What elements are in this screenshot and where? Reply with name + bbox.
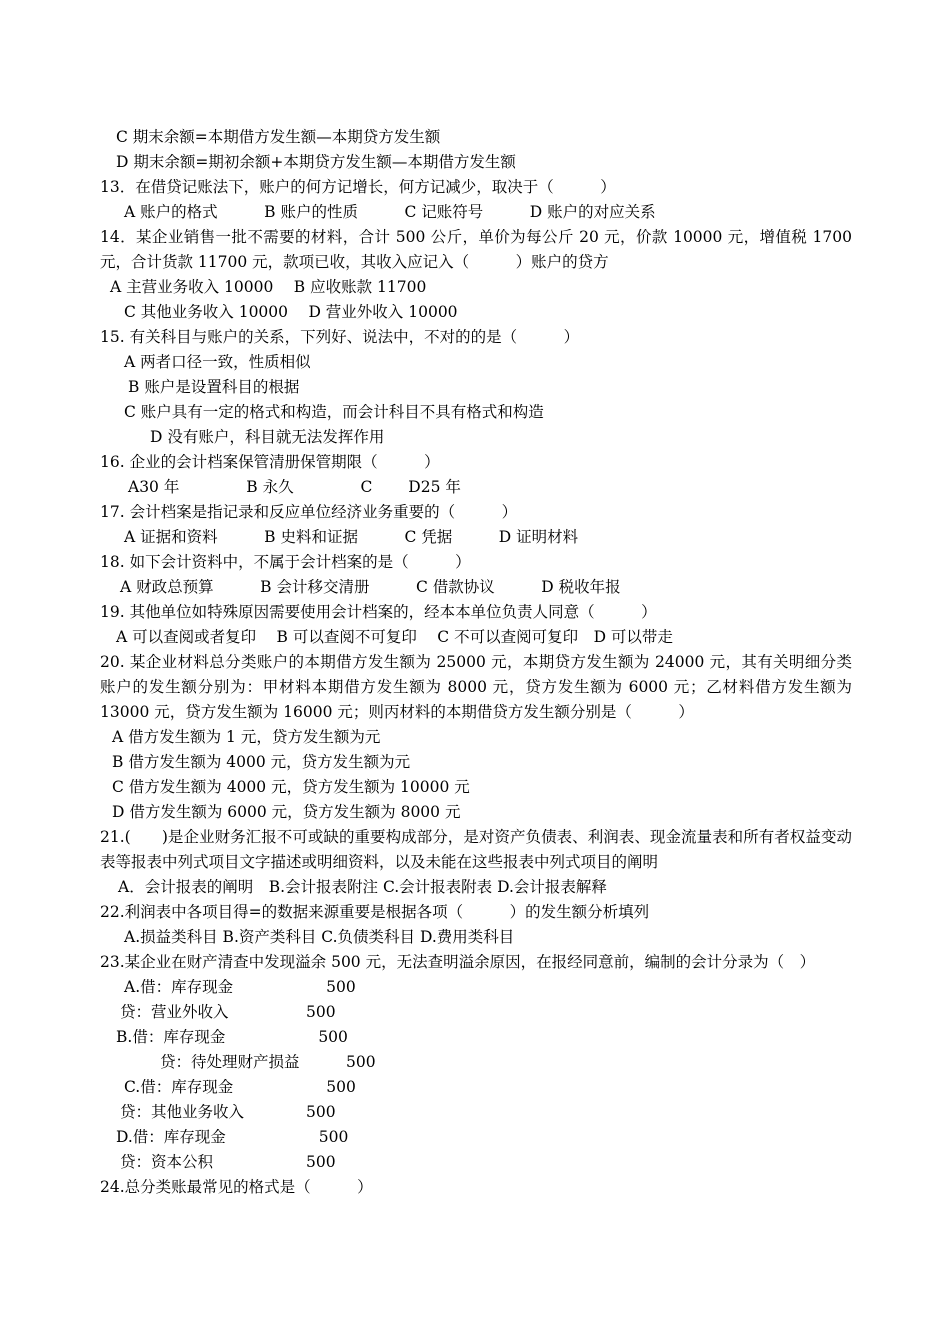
question-14-options-ab: A 主营业务收入 10000 B 应收账款 11700 [110, 278, 427, 296]
document-body [100, 125, 852, 1200]
question-19-options: A 可以查阅或者复印 B 可以查阅不可复印 C 不可以查阅可复印 D 可以带走 [116, 628, 673, 646]
question-21: 21.( )是企业财务汇报不可或缺的重要构成部分，是对资产负债表、利润表、现金流量表和所有者权益变动表等报表中列式项目文字描述或明细资料，以及未能在这些报表中列式项目的阐明 [100, 828, 852, 871]
question-21-options: A．会计报表的阐明 B.会计报表附注 C.会计报表附表 D.会计报表解释 [118, 878, 607, 896]
question-15: 15. 有关科目与账户的关系，下列好、说法中，不对的的是（ ） [100, 328, 580, 346]
question-14-options-cd: C 其他业务收入 10000 D 营业外收入 10000 [124, 303, 458, 321]
question-22-options: A.损益类科目 B.资产类科目 C.负债类科目 D.费用类科目 [124, 928, 515, 946]
question-16-options: A30 年 B 永久 C D25 年 [128, 478, 461, 496]
question-20: 20. 某企业材料总分类账户的本期借方发生额为 25000 元，本期贷方发生额为 24000 元，其有关明细分类账户的发生额分别为：甲材料本期借方发生额为 8000 元，贷方发生额为 6000 元；乙材料借方发生额为 13000 元，贷方发生额为 16000 元；则丙材料的本期借贷方发生额分别是（ ） [100, 653, 852, 721]
question-14: 14．某企业销售一批不需要的材料，合计 500 公斤，单价为每公斤 20 元，价款 10000 元，增值税 1700 元，合计货款 11700 元，款项已收，其收入应记入（ ）账户的贷方 [100, 228, 852, 271]
question-16: 16. 企业的会计档案保管清册保管期限（ ） [100, 453, 440, 471]
question-20-option-d: D 借方发生额为 6000 元，贷方发生额为 8000 元 [112, 803, 461, 821]
entry-d-debit: D.借：库存现金 500 [116, 1128, 349, 1146]
question-15-option-a: A 两者口径一致，性质相似 [124, 353, 311, 371]
entry-b-credit: 贷：待处理财产损益 500 [160, 1053, 376, 1071]
entry-d-credit: 贷：资本公积 500 [120, 1153, 336, 1171]
entry-c-credit: 贷：其他业务收入 500 [120, 1103, 336, 1121]
question-15-option-d: D 没有账户，科目就无法发挥作用 [150, 428, 385, 446]
question-20-option-a: A 借方发生额为 1 元，贷方发生额为元 [112, 728, 381, 746]
option-line-c: C 期末余额=本期借方发生额—本期贷方发生额 [116, 128, 441, 146]
question-23: 23.某企业在财产清查中发现溢余 500 元，无法查明溢余原因，在报经同意前，编制的会计分录为（ ） [100, 953, 816, 971]
option-line-d: D 期末余额=期初余额+本期贷方发生额—本期借方发生额 [116, 153, 516, 171]
question-19: 19. 其他单位如特殊原因需要使用会计档案的，经本本单位负责人同意（ ） [100, 603, 657, 621]
entry-a-debit: A.借：库存现金 500 [124, 978, 356, 996]
question-20-option-c: C 借方发生额为 4000 元，贷方发生额为 10000 元 [112, 778, 470, 796]
question-22: 22.利润表中各项目得=的数据来源重要是根据各项（ ）的发生额分析填列 [100, 903, 650, 921]
question-13-options: A 账户的格式 B 账户的性质 C 记账符号 D 账户的对应关系 [124, 203, 656, 221]
question-15-option-b: B 账户是设置科目的根据 [128, 378, 300, 396]
question-15-option-c: C 账户具有一定的格式和构造，而会计科目不具有格式和构造 [124, 403, 544, 421]
question-18-options: A 财政总预算 B 会计移交清册 C 借款协议 D 税收年报 [120, 578, 621, 596]
question-24: 24.总分类账最常见的格式是（ ） [100, 1178, 373, 1196]
question-13: 13．在借贷记账法下，账户的何方记增长，何方记减少，取决于（ ） [100, 178, 616, 196]
entry-c-debit: C.借：库存现金 500 [124, 1078, 356, 1096]
question-17-options: A 证据和资料 B 史料和证据 C 凭据 D 证明材料 [124, 528, 579, 546]
entry-a-credit: 贷：营业外收入 500 [120, 1003, 336, 1021]
question-18: 18. 如下会计资料中，不属于会计档案的是（ ） [100, 553, 471, 571]
entry-b-debit: B.借：库存现金 500 [116, 1028, 348, 1046]
question-17: 17. 会计档案是指记录和反应单位经济业务重要的（ ） [100, 503, 518, 521]
question-20-option-b: B 借方发生额为 4000 元，贷方发生额为元 [112, 753, 411, 771]
